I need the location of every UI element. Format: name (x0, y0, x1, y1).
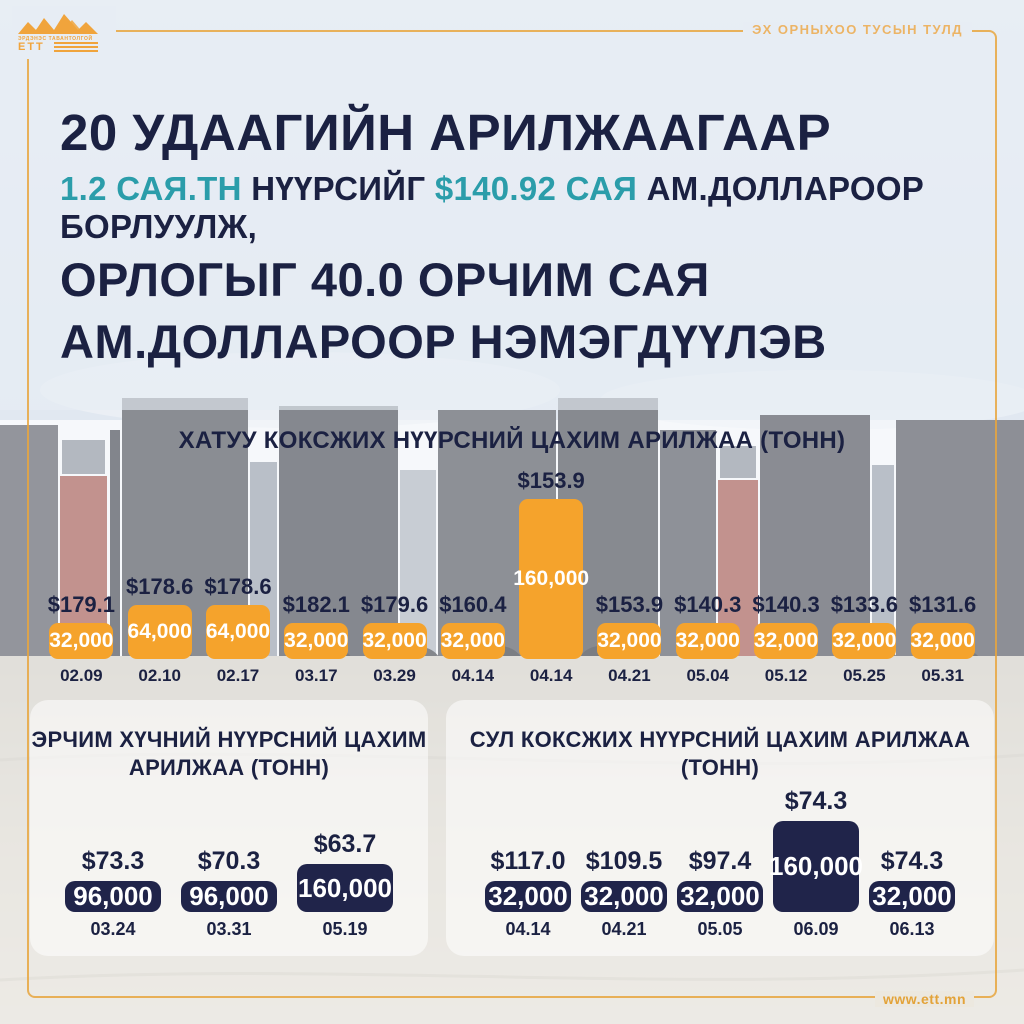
bar-price-label: $153.9 (595, 592, 664, 617)
bar-date-label: 05.19 (322, 919, 368, 939)
bar: 64,000 (206, 605, 270, 659)
bar: 160,000 (773, 821, 859, 912)
bar-price-label: $117.0 (490, 847, 566, 875)
bar-group (752, 592, 819, 686)
bar-price-label: $179.6 (360, 592, 429, 617)
bar: 32,000 (869, 881, 955, 912)
bar: 32,000 (581, 881, 667, 912)
bar-price-label: $133.6 (830, 592, 898, 617)
bar-date-label: 05.25 (843, 666, 886, 685)
bar: 32,000 (363, 623, 427, 659)
bar: 32,000 (911, 623, 975, 659)
headline-line-2 (60, 170, 1024, 245)
bar-date-label: 04.14 (505, 919, 551, 939)
logo-text-main: ЕТТ (18, 41, 45, 52)
bar-date-label: 02.09 (60, 666, 103, 685)
bar: 32,000 (597, 623, 661, 659)
headline-line-4: АМ.ДОЛЛАРООР НЭМЭГДҮҮЛЭВ (60, 314, 827, 368)
chart-thermal-coal-panel (30, 700, 428, 956)
bar-price-label: $178.6 (204, 574, 272, 599)
chart-title-semi-soft: СУЛ КОКСЖИХ НҮҮРСНИЙ ЦАХИМ АРИЛЖАА (ТОНН) (469, 727, 971, 780)
bar-group (869, 847, 955, 940)
bar-price-label: $179.1 (47, 592, 116, 617)
bar-group (439, 592, 506, 686)
bar-price-label: $131.6 (908, 592, 977, 617)
ett-logo-icon (14, 8, 110, 52)
bars-thermal (30, 830, 428, 940)
chart-title-thermal: ЭРЧИМ ХҮЧНИЙ НҮҮРСНИЙ ЦАХИМ АРИЛЖАА (ТОНН) (31, 727, 427, 780)
bar: 96,000 (65, 881, 161, 912)
headline-line-2-tail: АМ.ДОЛЛАРООР БОРЛУУЛЖ, (60, 170, 925, 245)
bar-price-label: $97.4 (688, 847, 752, 875)
bar-price-label: $74.3 (784, 787, 848, 815)
bar-date-label: 02.10 (138, 666, 181, 685)
bar: 96,000 (181, 881, 277, 912)
bar-group (65, 847, 161, 940)
bar-group (769, 787, 863, 940)
bar-price-label: $160.4 (439, 592, 507, 617)
bar-date-label: 03.17 (294, 666, 338, 685)
bar-group (48, 592, 115, 686)
bar-group (581, 847, 667, 940)
bar-date-label: 02.17 (216, 666, 260, 685)
bar-date-label: 06.13 (889, 919, 935, 939)
bar: 32,000 (485, 881, 571, 912)
bar-date-label: 04.21 (601, 919, 647, 939)
bar-price-label: $153.9 (517, 468, 585, 493)
bar-price-label: $63.7 (313, 830, 377, 858)
bar: 160,000 (519, 499, 583, 659)
headline-volume-highlight: 1.2 САЯ.ТН (60, 170, 242, 208)
website-url: www.ett.mn (875, 991, 974, 1007)
bar: 32,000 (441, 623, 505, 659)
headline-line-2-text: НҮҮРСИЙГ (251, 170, 426, 208)
bar-group (909, 592, 976, 686)
bar: 64,000 (128, 605, 192, 659)
bar-date-label: 03.31 (206, 919, 252, 939)
bar: 32,000 (677, 881, 763, 912)
bar: 32,000 (49, 623, 113, 659)
bar: 160,000 (297, 864, 393, 912)
bar-date-label: 05.31 (921, 666, 964, 685)
bar-price-label: $109.5 (585, 847, 663, 875)
logo-text-top: ЭРДЭНЭС ТАВАНТОЛГОЙ (18, 36, 93, 42)
headline (60, 104, 1024, 369)
bar-group (181, 847, 277, 940)
bar-price-label: $178.6 (126, 574, 194, 599)
bar-date-label: 05.05 (697, 919, 743, 939)
bar-price-label: $140.3 (752, 592, 820, 617)
bar-date-label: 04.14 (451, 666, 495, 685)
bars-semi-soft (446, 787, 994, 940)
bar-price-label: $74.3 (880, 847, 944, 875)
bar: 32,000 (754, 623, 818, 659)
bars-hard-coking (30, 468, 994, 686)
bar-date-label: 06.09 (793, 919, 839, 939)
bar-date-label: 03.29 (373, 666, 416, 685)
bar: 32,000 (676, 623, 740, 659)
bar-date-label: 04.14 (529, 666, 573, 685)
bar: 32,000 (284, 623, 348, 659)
bar: 32,000 (832, 623, 896, 659)
chart-title-hard-coking: ХАТУУ КОКСЖИХ НҮҮРСНИЙ ЦАХИМ АРИЛЖАА (ТОНН) (178, 427, 846, 454)
bar-group (283, 592, 350, 686)
bar-date-label: 04.21 (608, 666, 651, 685)
bar-group (361, 592, 428, 686)
bar-group (677, 847, 763, 940)
bar-group (485, 847, 571, 940)
headline-line-3: ОРЛОГЫГ 40.0 ОРЧИМ САЯ (60, 253, 710, 307)
chart-hard-coking-coal (30, 426, 994, 686)
bar-group (297, 830, 393, 940)
bar-group (204, 574, 271, 686)
bar-price-label: $182.1 (282, 592, 350, 617)
bar-group (513, 468, 590, 686)
bar-group (126, 574, 193, 686)
headline-line-1: 20 УДААГИЙН АРИЛЖААГААР (60, 104, 832, 161)
bar-group (596, 592, 663, 686)
bar-price-label: $140.3 (674, 592, 742, 617)
ett-logo (12, 6, 116, 59)
headline-revenue-highlight: $140.92 САЯ (434, 170, 638, 208)
chart-semi-soft-coking-panel (446, 700, 994, 956)
bar-group (831, 592, 898, 686)
bar-date-label: 05.12 (764, 666, 808, 685)
bar-price-label: $70.3 (197, 847, 261, 875)
bar-date-label: 05.04 (686, 666, 730, 685)
brand-tagline: ЭХ ОРНЫХОО ТУСЫН ТУЛД (743, 22, 972, 37)
bar-date-label: 03.24 (90, 919, 136, 939)
bar-price-label: $73.3 (81, 847, 145, 875)
bar-group (674, 592, 741, 686)
